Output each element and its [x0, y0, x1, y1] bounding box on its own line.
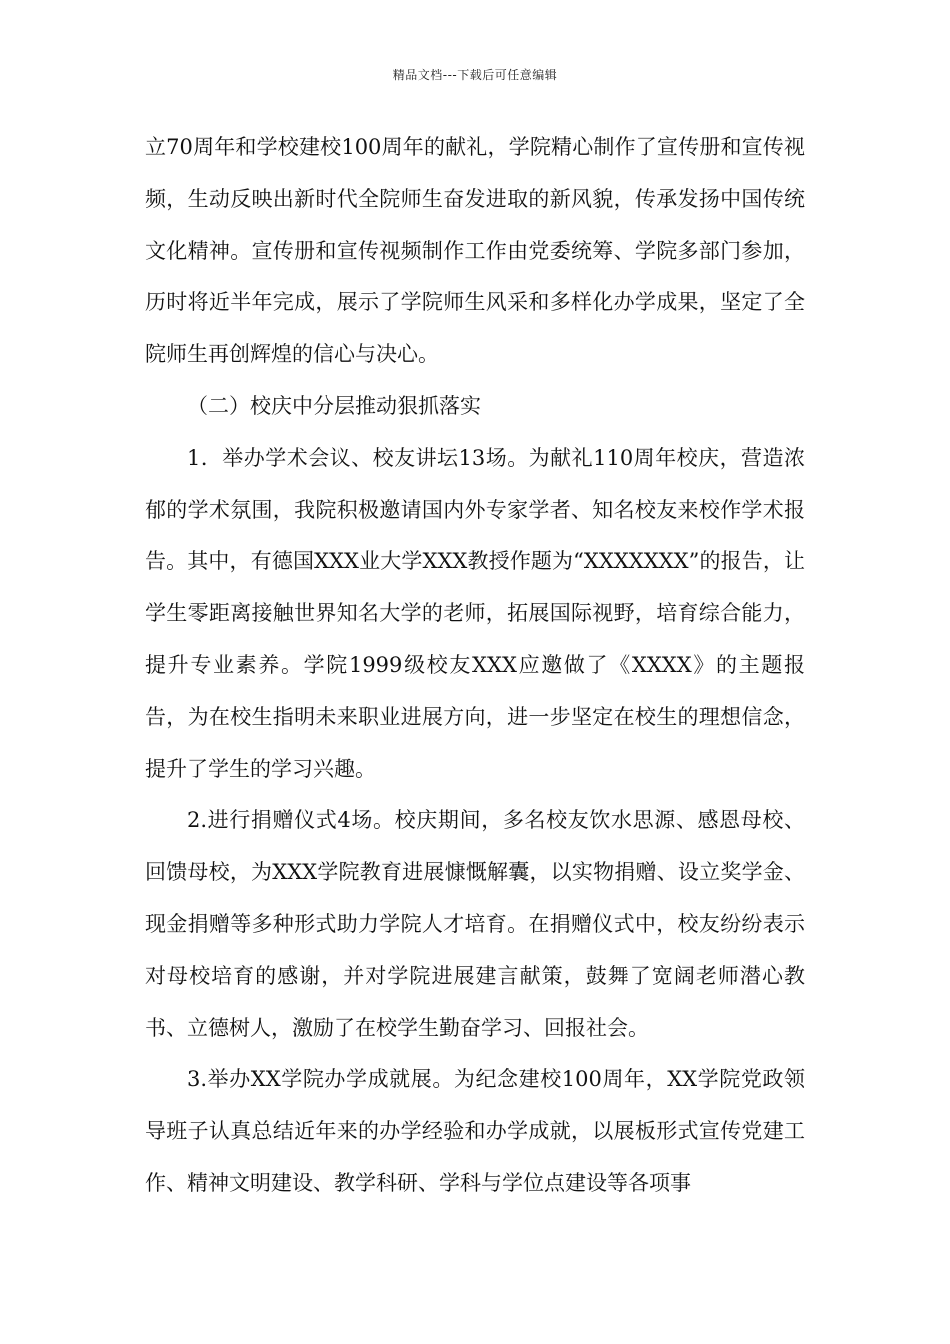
- paragraph-continuation: 立70周年和学校建校100周年的献礼，学院精心制作了宣传册和宣传视频，生动反映出新时代全院师生奋发进取的新风貌，传承发扬中国传统文化精神。宣传册和宣传视频制作工作由党委统筹、学院多部门参加，历时将近半年完成，展示了学院师生风采和多样化办学成果，坚定了全院师生再创辉煌的信心与决心。: [145, 135, 805, 367]
- paragraph-item-1: 1．举办学术会议、校友讲坛13场。为献礼110周年校庆，营造浓郁的学术氛围，我院积极邀请国内外专家学者、知名校友来校作学术报告。其中，有德国XXX业大学XXX教授作题为“XXXXXXX”的报告，让学生零距离接触世界知名大学的老师，拓展国际视野，培育综合能力，提升专业素养。学院1999级校友XXX应邀做了《XXXX》的主题报告，为在校生指明未来职业进展方向，进一步坚定在校生的理想信念，提升了学生的学习兴趣。: [145, 445, 805, 781]
- paragraph-item-3: 3.举办XX学院办学成就展。为纪念建校100周年，XX学院党政领导班子认真总结近年来的办学经验和办学成就，以展板形式宣传党建工作、精神文明建设、教学科研、学科与学位点建设等各项事: [145, 1067, 805, 1195]
- section-heading: （二）校庆中分层推动狠抓落实: [187, 393, 481, 418]
- paragraph-item-2: 2.进行捐赠仪式4场。校庆期间，多名校友饮水思源、感恩母校、回馈母校，为XXX学院教育进展慷慨解囊，以实物捐赠、设立奖学金、现金捐赠等多种形式助力学院人才培育。在捐赠仪式中，校友纷纷表示对母校培育的感谢，并对学院进展建言献策，鼓舞了宽阔老师潜心教书、立德树人，激励了在校学生勤奋学习、回报社会。: [145, 808, 805, 1040]
- document-body: [145, 122, 805, 1210]
- page-header: 精品文档---下载后可任意编辑: [392, 68, 558, 82]
